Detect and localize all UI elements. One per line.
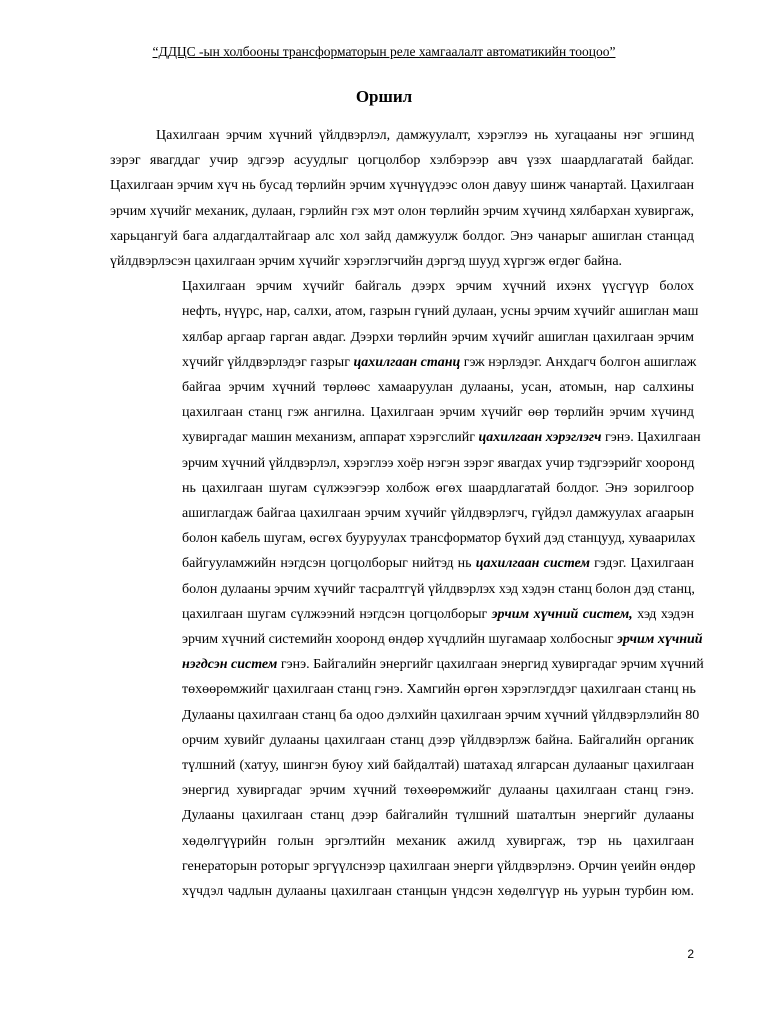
paragraph-line: нефть, нүүрс, нар, салхи, атом, газрын гүний дулаан, усны эрчим хүчийг ашиглан маш xyxy=(182,304,699,320)
paragraph-line: болон дулааны эрчим хүчийг тасралтгүй үйлдвэрлэх хэд хэдэн станц болон дэд станц, xyxy=(182,581,695,597)
paragraph-line: энергид хувиргадаг эрчим хүчний төхөөрөмжийг дулааны цахилгаан станц гэнэ. xyxy=(182,783,694,799)
paragraph-line: эрчим хүчний системийн хооронд өндөр хүчдлийн шугамаар холбосныг эрчим хүчний xyxy=(182,632,703,648)
running-header xyxy=(0,43,768,61)
paragraph-line: нь цахилгаан шугам сүлжээгээр холбож өгөх шаардлагатай болдог. Энэ зорилгоор xyxy=(182,480,694,496)
paragraph-line: эрчим хүчний үйлдвэрлэл, хэрэглээ хоёр нэгэн зэрэг явагдах учир тэдгээрийг хооронд xyxy=(182,455,695,471)
paragraph-line: Дулааны цахилгаан станц ба одоо дэлхийн цахилгаан эрчим хүчний үйлдвэрлэлийн 80 xyxy=(182,707,700,723)
paragraph-line: цахилгаан шугам сүлжээний нэгдсэн цогцолборыг эрчим хүчний систем, хэд хэдэн xyxy=(182,606,695,622)
term-unified-energy-system: эрчим хүчний xyxy=(617,632,703,648)
paragraph-line: орчим хувийг дулааны цахилгаан станц дээр үйлдвэрлэж байна. Байгалийн органик xyxy=(182,732,694,748)
page-number: 2 xyxy=(687,947,694,961)
paragraph-1: Цахилгаан эрчим хүчний үйлдвэрлэл, дамжуулалт, хэрэглээ нь хугацааны нэг эгшинд зэрэг явагддаг учир эдгээр асуудлыг цогцолбор хэлбэрээр авч үзэх шаардлагатай байдаг. Цахилгаан эрчим хүч нь бусад төрлийн эрчим хүчнүүдээс олон давуу шинж чанартай. Цахилгаан эрчим хүчийг механик, дулаан, гэрлийн гэх мэт олон төрлийн эрчим хүчинд хялбархан хувиргаж, харьцангуй бага алдагдалтайгаар алс хол зайд дамжуулж болдог. Энэ чанарыг ашиглан станцад үйлдвэрлэсэн цахилгаан эрчим хүчийг хэрэглэгчийн дэргэд шууд хүргэж өгдөг байна. xyxy=(110,128,694,270)
body-text xyxy=(110,123,704,904)
paragraph-line: нэгдсэн систем гэнэ. Байгалийн энергийг цахилгаан энергид хувиргадаг эрчим хүчний xyxy=(182,657,704,673)
paragraph-line: байгууламжийн нэгдсэн цогцолборыг нийтэд нь цахилгаан систем гэдэг. Цахилгаан xyxy=(182,556,695,572)
paragraph-line: төхөөрөмжийг цахилгаан станц гэнэ. Хамгийн өргөн хэрэглэгддэг цахилгаан станц нь xyxy=(182,682,696,698)
paragraph-line: хөдөлгүүрийн голын эргэлтийн механик ажилд хувиргаж, тэр нь цахилгаан xyxy=(182,833,694,849)
term-power-consumer: цахилгаан хэрэглэгч xyxy=(478,430,602,446)
paragraph-line: байгаа эрчим хүчний төрлөөс хамааруулан дулааны, усан, атомын, нар салхины xyxy=(182,380,694,396)
paragraph-2 xyxy=(110,274,704,904)
paragraph-line: цахилгаан станц гэж ангилна. Цахилгаан эрчим хүчийг өөр төрлийн эрчим хүчинд xyxy=(182,405,694,421)
paragraph-line: хувиргадаг машин механизм, аппарат хэрэгслийг цахилгаан хэрэглэгч гэнэ. Цахилгаан xyxy=(182,430,701,446)
paragraph-line: хялбар аргаар гарган авдаг. Дээрхи төрлийн эрчим хүчийг ашиглан цахилгаан эрчим xyxy=(182,329,694,345)
term-unified-energy-system-cont: нэгдсэн систем xyxy=(182,657,278,673)
paragraph-line: ашиглагдаж байгаа цахилгаан эрчим хүчийг үйлдвэрлэгч, гүйдэл дамжуулах агаарын xyxy=(182,506,694,522)
paragraph-line: Цахилгаан эрчим хүчийг байгаль дээрх эрчим хүчний ихэнх үүсгүүр болох xyxy=(182,279,694,295)
paragraph-line: болон кабель шугам, өсгөх бууруулах трансформатор бүхий дэд станцууд, хуваарилах xyxy=(182,531,696,547)
term-electric-system: цахилгаан систем xyxy=(475,556,590,572)
term-power-station: цахилгаан станц xyxy=(353,354,461,370)
term-energy-system: эрчим хүчний систем, xyxy=(491,606,633,622)
paragraph-line: хүчдэл чадлын дулааны цахилгаан станцын үндсэн хөдөлгүүр нь уурын турбин юм. xyxy=(182,884,694,900)
section-heading: Оршил xyxy=(355,87,413,106)
paragraph-line: түлшний (хатуу, шингэн буюу хий байдалтай) шатахад ялгарсан дулааныг цахилгаан xyxy=(182,758,694,774)
paragraph-line: Дулааны цахилгаан станц дээр байгалийн түлшний шаталтын энергийг дулааны xyxy=(182,808,694,824)
running-header-title: “ДДЦС -ын холбооны трансформаторын реле хамгаалалт автоматикийн тооцоо” xyxy=(152,44,616,59)
paragraph-line: хүчийг үйлдвэрлэдэг газрыг цахилгаан станц гэж нэрлэдэг. Анхдагч болгон ашиглаж xyxy=(182,354,697,370)
paragraph-line: генераторын роторыг эргүүлснээр цахилгаан энерги үйлдвэрлэнэ. Орчин үеийн өндөр xyxy=(182,858,696,874)
